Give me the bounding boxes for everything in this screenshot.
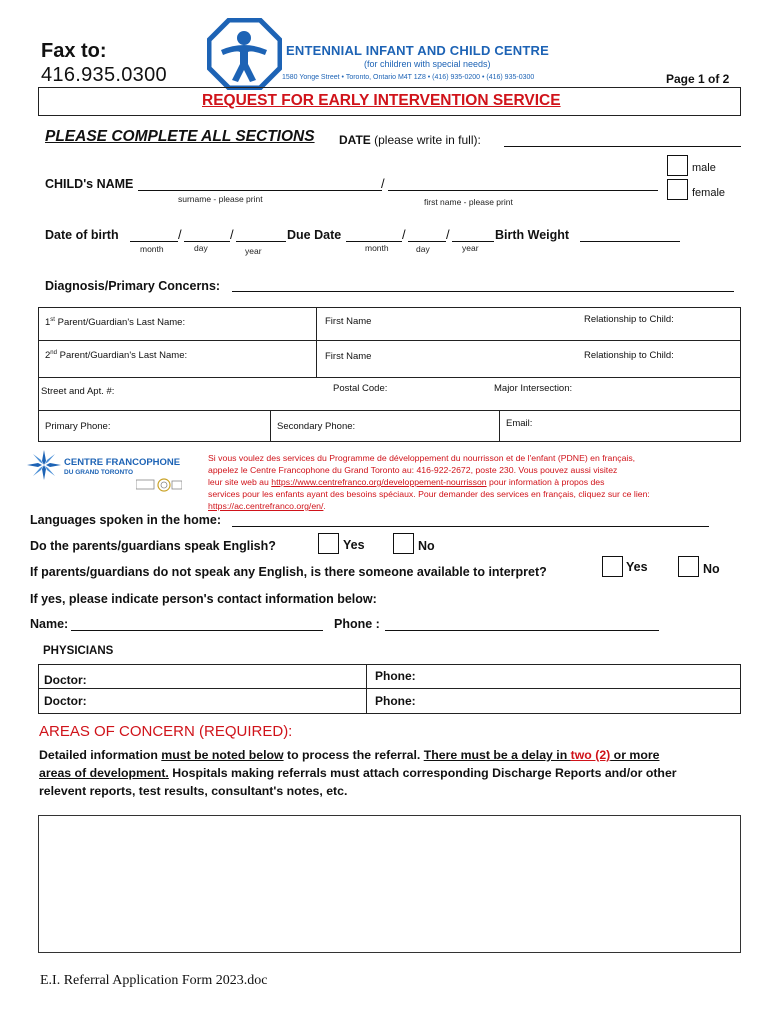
due-slash-1: / — [402, 227, 406, 242]
due-year-hint: year — [462, 243, 479, 253]
due-day-field[interactable] — [408, 241, 446, 242]
speak-english-yes-label: Yes — [343, 538, 365, 552]
dob-year-hint: year — [245, 246, 262, 256]
street-label: Street and Apt. #: — [41, 386, 115, 397]
interpreter-phone-field[interactable] — [385, 630, 659, 631]
date-label: DATE — [339, 133, 371, 147]
due-month-hint: month — [365, 243, 389, 253]
male-checkbox[interactable] — [667, 155, 688, 176]
guardian-2-first-name-label: First Name — [325, 351, 372, 362]
doctor-2-phone-label: Phone: — [375, 694, 416, 708]
due-slash-2: / — [446, 227, 450, 242]
guardian-1-first-name-cell[interactable] — [316, 307, 741, 341]
interpreter-yes-checkbox[interactable] — [602, 556, 623, 577]
fr-link-pdne[interactable]: https://www.centrefranco.org/developpement-nourrisson — [271, 477, 487, 487]
doctor-2-phone-cell[interactable] — [366, 688, 741, 714]
concern-line-1: Detailed information must be noted below to process the referral. There must be a delay in two (2) or more — [39, 748, 660, 762]
fr-link-centrefranco[interactable]: https://ac.centrefranco.org/en/ — [208, 501, 324, 511]
org-address: 1580 Yonge Street • Toronto, Ontario M4T 1Z8 • (416) 935-0200 • (416) 935-0300 — [282, 74, 535, 81]
date-hint: (please write in full): — [374, 133, 481, 147]
date-label-row — [339, 133, 481, 147]
areas-of-concern-heading: AREAS OF CONCERN (REQUIRED): — [39, 723, 293, 740]
guardian-1-first-name-label: First Name — [325, 316, 372, 327]
email-cell[interactable] — [499, 410, 741, 442]
speak-english-no-checkbox[interactable] — [393, 533, 414, 554]
speak-english-question: Do the parents/guardians speak English? — [30, 539, 276, 553]
child-name-label: CHILD's NAME — [45, 177, 134, 191]
dob-month-field[interactable] — [130, 241, 178, 242]
partner-logos — [136, 477, 182, 498]
doctor-1-cell[interactable] — [38, 664, 367, 689]
complete-all-sections: PLEASE COMPLETE ALL SECTIONS — [45, 128, 315, 145]
interpreter-no-checkbox[interactable] — [678, 556, 699, 577]
major-intersection-label: Major Intersection: — [494, 383, 573, 394]
diagnosis-label: Diagnosis/Primary Concerns: — [45, 279, 221, 293]
languages-label: Languages spoken in the home: — [30, 513, 221, 527]
speak-english-no-label: No — [418, 539, 435, 553]
due-year-field[interactable] — [452, 241, 494, 242]
languages-field[interactable] — [232, 526, 709, 527]
postal-code-label: Postal Code: — [333, 383, 388, 394]
centre-francophone-name: CENTRE FRANCOPHONE — [64, 457, 181, 468]
concern-line-3: relevent reports, test results, consultant's notes, etc. — [39, 784, 348, 798]
doctor-1-phone-label: Phone: — [375, 669, 416, 683]
birth-weight-field[interactable] — [580, 241, 680, 242]
surname-hint: surname - please print — [178, 194, 263, 204]
fr-line-5: https://ac.centrefranco.org/en/. — [208, 501, 326, 511]
interpreter-name-label: Name: — [30, 617, 69, 631]
concern-line-2: areas of development. Hospitals making referrals must attach corresponding Discharge Reports and/or other — [39, 766, 677, 780]
centre-francophone-logo — [26, 449, 181, 499]
female-label: female — [692, 187, 726, 199]
page-indicator: Page 1 of 2 — [666, 72, 730, 86]
child-firstname-field[interactable] — [388, 190, 658, 191]
interpreter-question: If parents/guardians do not speak any English, is there someone available to interpret? — [30, 565, 547, 579]
dob-label: Date of birth — [45, 228, 119, 242]
guardian-2-first-name-cell[interactable] — [316, 340, 741, 378]
physicians-heading: PHYSICIANS — [43, 645, 114, 657]
doctor-1-label: Doctor: — [44, 673, 87, 687]
due-day-hint: day — [416, 244, 430, 254]
interpreter-phone-label: Phone : — [334, 617, 380, 631]
fr-line-2: appelez le Centre Francophone du Grand Toronto au: 416-922-2672, poste 230. Vous pouvez aussi visitez — [208, 465, 618, 475]
male-label: male — [692, 162, 716, 174]
fr-line-3: leur site web au https://www.centrefranco.org/developpement-nourrisson pour information à propos des — [208, 477, 605, 487]
dob-day-hint: day — [194, 243, 208, 253]
interpreter-yes-label: Yes — [626, 560, 648, 574]
firstname-hint: first name - please print — [424, 197, 513, 207]
email-label: Email: — [506, 418, 533, 429]
interpreter-no-label: No — [703, 562, 720, 576]
guardian-2-last-name-label: 2nd Parent/Guardian's Last Name: — [45, 350, 188, 362]
child-surname-field[interactable] — [138, 190, 382, 191]
dob-month-hint: month — [140, 244, 164, 254]
francophone-notice — [208, 452, 745, 512]
speak-english-yes-checkbox[interactable] — [318, 533, 339, 554]
dob-slash-1: / — [178, 227, 182, 242]
concern-instructions — [39, 746, 749, 800]
centre-francophone-sub: DU GRAND TORONTO — [64, 469, 134, 476]
name-slash: / — [381, 176, 385, 191]
birth-weight-label: Birth Weight — [495, 228, 570, 242]
guardian-1-last-name-label: 1st Parent/Guardian's Last Name: — [45, 317, 186, 329]
due-date-label: Due Date — [287, 228, 342, 242]
guardian-2-relationship-label: Relationship to Child: — [584, 350, 674, 361]
guardian-1-relationship-label: Relationship to Child: — [584, 314, 674, 325]
fr-line-1: Si vous voulez des services du Programme de développement du nourrisson et de l'enfant (PDNE) en français, — [208, 453, 636, 463]
dob-day-field[interactable] — [184, 241, 230, 242]
female-checkbox[interactable] — [667, 179, 688, 200]
dob-year-field[interactable] — [236, 241, 286, 242]
diagnosis-field[interactable] — [232, 291, 734, 292]
interpreter-name-field[interactable] — [71, 630, 323, 631]
footer-filename: E.I. Referral Application Form 2023.doc — [40, 973, 268, 988]
contact-info-prompt: If yes, please indicate person's contact information below: — [30, 592, 377, 606]
doctor-2-cell[interactable] — [38, 688, 367, 714]
secondary-phone-label: Secondary Phone: — [277, 421, 356, 432]
due-month-field[interactable] — [346, 241, 402, 242]
doctor-2-label: Doctor: — [44, 694, 87, 708]
doctor-1-phone-cell[interactable] — [366, 664, 741, 689]
centennial-logo — [207, 18, 282, 90]
form-title: REQUEST FOR EARLY INTERVENTION SERVICE — [202, 92, 561, 109]
fr-line-4: services pour les enfants ayant des besoins spéciaux. Pour demander des services en français, cliquez sur ce lien: — [208, 489, 650, 499]
fax-number: 416.935.0300 — [41, 64, 167, 86]
primary-phone-label: Primary Phone: — [45, 421, 111, 432]
date-field[interactable] — [504, 146, 741, 147]
dob-slash-2: / — [230, 227, 234, 242]
street-cell[interactable] — [38, 377, 741, 411]
org-name: ENTENNIAL INFANT AND CHILD CENTRE — [286, 43, 549, 58]
fax-label: Fax to: — [41, 40, 107, 62]
org-tagline: (for children with special needs) — [364, 59, 491, 69]
areas-of-concern-textarea[interactable] — [38, 815, 741, 953]
